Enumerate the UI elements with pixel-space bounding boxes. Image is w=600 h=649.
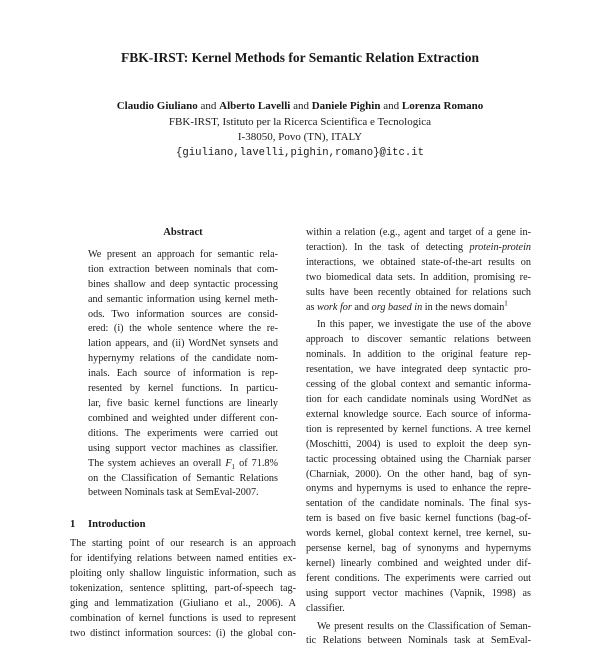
paragraph [306, 318, 531, 616]
author-conjunction: and [383, 100, 400, 112]
abstract-line: hypernymy relations of the candidate nom- [88, 353, 278, 365]
abstract-line: ods. Two information sources are consid- [88, 308, 278, 320]
abstract-line: tion extraction between nominals that com- [88, 263, 278, 275]
abstract-line: using support vector machines as classifier. [88, 442, 278, 454]
abstract-line: ditions. The experiments were carried out [88, 427, 278, 439]
body-line: nominals. In addition to the original feature rep- [306, 349, 531, 361]
abstract-body [88, 248, 278, 501]
right-column [306, 226, 531, 649]
intro-line: two distinct information sources: (i) the global con- [70, 627, 296, 639]
email: {giuliano,lavelli,pighin,romano}@itc.it [176, 146, 424, 159]
body-line: classifier. [306, 602, 345, 614]
abstract-heading: Abstract [163, 227, 203, 238]
abstract-line: combined and weighted under different con- [88, 412, 278, 424]
abstract-line: on the Classification of Semantic Relations [88, 472, 278, 484]
italic-term: work for [317, 301, 352, 313]
address: I-38050, Povo (TN), ITALY [237, 131, 363, 143]
body-line: onyms and hypernyms is used to enhance the repre- [306, 483, 531, 495]
body-line: using support vector machines (Vapnik, 1998) as [306, 587, 531, 599]
intro-line: for identifying relations between named entities ex- [70, 553, 296, 565]
body-line: tion for each candidate nominals using WordNet as [306, 393, 531, 405]
intro-line: tokenization, sentence splitting, part-of-speech tag- [70, 582, 296, 594]
abstract-line: and semantic information using kernel meth- [88, 293, 278, 305]
body-line: tic Relations between Nominals task at SemEval- [306, 635, 531, 647]
body-line: as work for and org based in in the news domain$^1$ [306, 299, 508, 313]
paper-title: FBK-IRST: Kernel Methods for Semantic Relation Extraction [121, 50, 479, 65]
footnote-mark: 1 [504, 299, 508, 308]
abstract-line: bines shallow and deep syntactic processing [88, 278, 278, 290]
author-block [0, 99, 600, 161]
section-heading-introduction [70, 518, 296, 533]
author-name: Daniele Pighin [311, 100, 381, 112]
body-line: tactic processing obtained using the Charniak parser [306, 453, 531, 465]
intro-line: combination of kernel functions is used to represent [70, 612, 296, 624]
body-line: cessing of the global context and semantic informa- [306, 379, 531, 391]
abstract-line: lation appears, and (ii) WordNet synsets and [88, 338, 278, 350]
section-number: 1 [70, 519, 76, 531]
body-line: teraction). In the task of detecting protein-protein [306, 241, 531, 253]
abstract-line: We present an approach for semantic rela- [88, 248, 278, 260]
body-line: tion is represented by kernel functions. A tree kernel [306, 423, 531, 435]
body-line: We present results on the Classification of Seman- [317, 620, 531, 632]
intro-line: The starting point of our research is an approach [70, 538, 296, 550]
body-line: ferent conditions. The experiments were carried out [306, 572, 531, 584]
intro-continuation [306, 226, 531, 315]
italic-term: protein-protein [469, 241, 531, 253]
italic-term: org based in [371, 301, 423, 313]
left-column [70, 226, 296, 642]
author-line [0, 99, 600, 115]
body-line: interactions, we obtained state-of-the-art results on [306, 256, 531, 268]
body-line: approach to discover semantic relations between [306, 334, 531, 346]
paragraph [306, 620, 531, 649]
body-line: sentation of the candidate nominals. The final sys- [306, 498, 531, 510]
body-line: persense kernel, bag of synonyms and hypernyms [306, 543, 531, 555]
abstract-line: inals. Each source of information is rep- [88, 368, 278, 380]
body-line: external knowledge source. Each source of informa- [306, 408, 531, 420]
intro-line: ploiting only shallow linguistic information, such as [70, 568, 296, 580]
abstract-line: ered: (i) the whole sentence where the re- [88, 323, 278, 335]
body-line: tem is based on five basic kernel functions (bag-of- [306, 513, 531, 525]
body-line: (Moschitti, 2004) is used to exploit the deep syn- [306, 438, 531, 450]
body-line: resentation, we have integrated deep syntactic pro- [306, 364, 531, 376]
section-title: Introduction [88, 519, 146, 531]
body-line: (Charniak, 2000). On the other hand, bag of syn- [306, 468, 531, 480]
body-line: kernel) linearly combined and weighted under dif- [306, 557, 531, 569]
author-conjunction: and [293, 100, 309, 112]
intro-line: ging and lemmatization (Giuliano et al., 2006). A [70, 597, 296, 609]
abstract-line: The system achieves an overall $F_1$ of 71.8% [88, 457, 278, 471]
abstract-line: resented by kernel functions. In particu- [88, 383, 278, 395]
author-conjunction: and [200, 100, 217, 112]
body-line: two biomedical data sets. In addition, promising re- [306, 271, 531, 283]
body-line: within a relation (e.g., agent and target of a gene in- [306, 227, 531, 238]
author-name: Lorenza Romano [401, 100, 484, 112]
author-name: Claudio Giuliano [116, 100, 198, 112]
author-name: Alberto Lavelli [219, 100, 291, 112]
abstract-line: between Nominals task at SemEval-2007. [88, 487, 259, 499]
affiliation: FBK-IRST, Istituto per la Ricerca Scientifica e Tecnologica [168, 115, 432, 128]
body-line: In this paper, we investigate the use of the above [317, 319, 531, 331]
abstract-line: lar, five basic kernel functions are linearly [88, 397, 278, 409]
body-line: sults have been recently obtained for relations such [306, 286, 531, 298]
body-line: words kernel, global context kernel, tree kernel, su- [306, 528, 531, 540]
introduction-body [70, 537, 296, 641]
